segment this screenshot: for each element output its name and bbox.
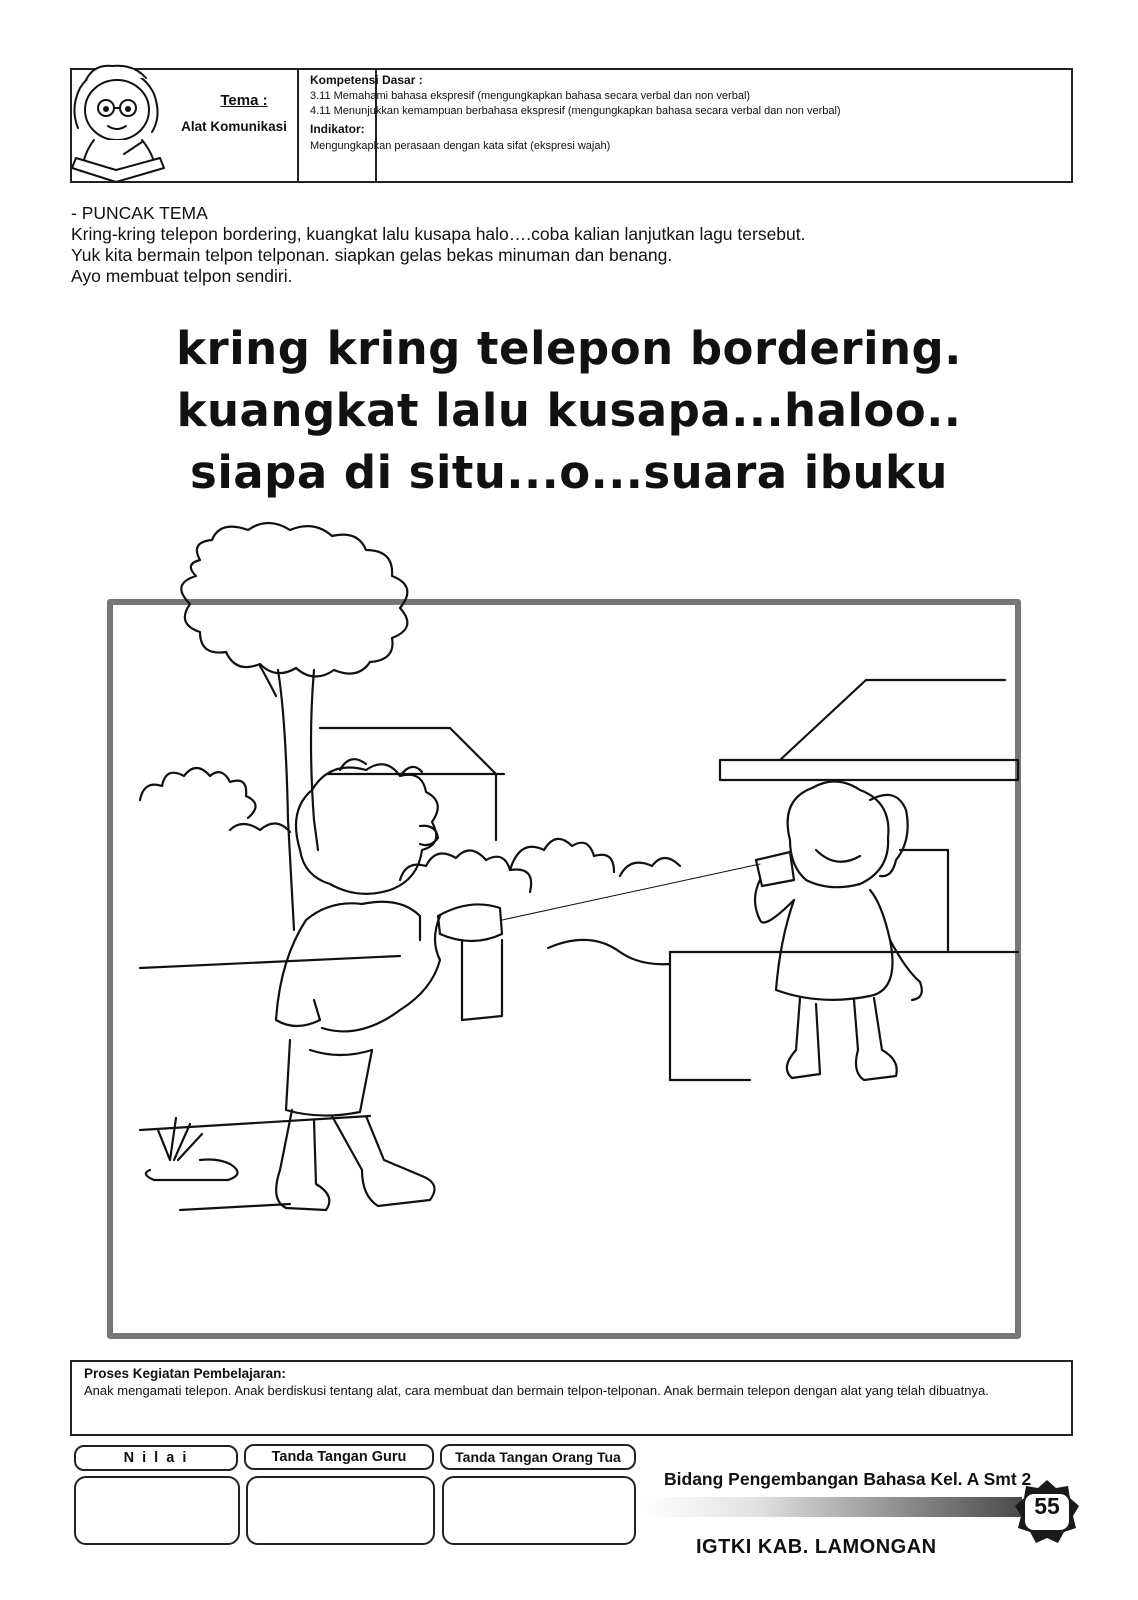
- right-house: [720, 680, 1018, 950]
- intro-heading: - PUNCAK TEMA: [71, 203, 208, 223]
- tree-trunk: [260, 666, 318, 930]
- intro-line: Yuk kita bermain telpon telponan. siapkan gelas bekas minuman dan benang.: [71, 245, 673, 265]
- tema-label: Tema :: [220, 92, 268, 109]
- song-line-2: kuangkat lalu kusapa...haloo..: [176, 384, 962, 437]
- proses-text: Anak mengamati telepon. Anak berdiskusi tentang alat, cara membuat dan bermain telpon-telponan. Anak bermain telepon dengan alat yang telah dibuatnya.: [84, 1383, 989, 1398]
- nilai-box[interactable]: [74, 1476, 240, 1545]
- proses-box: [70, 1360, 1073, 1436]
- coloring-illustration: [100, 520, 1040, 1350]
- indikator-text: Mengungkapkan perasaan dengan kata sifat (ekspresi wajah): [310, 140, 611, 152]
- bushes: [140, 768, 680, 892]
- can-string: [502, 864, 760, 920]
- guru-signature-box[interactable]: [246, 1476, 435, 1545]
- kd-item-2: 4.11 Menunjukkan kemampuan berbahasa ekspresif (mengungkapkan bahasa secara verbal dan non verbal): [310, 105, 841, 117]
- song-line-1: kring kring telepon bordering.: [176, 322, 962, 375]
- song-line-3: siapa di situ...o...suara ibuku: [190, 446, 948, 499]
- tema-value: Alat Komunikasi: [181, 119, 287, 134]
- kd-title: Kompetensi Dasar :: [310, 73, 423, 87]
- proses-title: Proses Kegiatan Pembelajaran:: [84, 1366, 286, 1381]
- header-content: [70, 68, 1073, 183]
- wall: [670, 952, 1018, 1080]
- intro-line: Ayo membuat telpon sendiri.: [71, 266, 293, 286]
- illustration-frame: [110, 602, 1018, 1336]
- kd-item-1: 3.11 Memahami bahasa ekspresif (mengungkapkan bahasa secara verbal dan non verbal): [310, 90, 751, 102]
- page-number: 55: [1034, 1493, 1060, 1519]
- intro-line: Kring-kring telepon bordering, kuangkat lalu kusapa halo….coba kalian lanjutkan lagu tersebut.: [71, 224, 806, 244]
- boy-figure: [276, 759, 502, 1210]
- footer-gradient-bar: [642, 1497, 1022, 1517]
- indikator-title: Indikator:: [310, 122, 365, 136]
- parent-signature-box[interactable]: [442, 1476, 636, 1545]
- nilai-label: N i l a i: [74, 1445, 238, 1471]
- parent-signature-label: Tanda Tangan Orang Tua: [440, 1444, 636, 1470]
- publisher-label: IGTKI KAB. LAMONGAN: [696, 1536, 937, 1558]
- guru-signature-label: Tanda Tangan Guru: [244, 1444, 434, 1470]
- left-house: [320, 728, 504, 840]
- subject-label: Bidang Pengembangan Bahasa Kel. A Smt 2: [664, 1469, 1032, 1489]
- girl-figure: [755, 781, 922, 1080]
